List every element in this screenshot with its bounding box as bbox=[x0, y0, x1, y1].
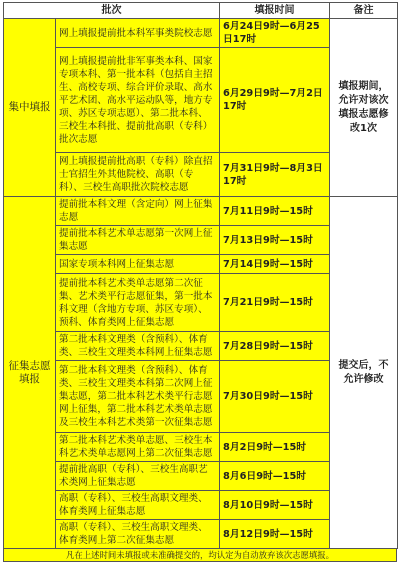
time-cell: 6月24日9时—6月25日17时 bbox=[220, 19, 330, 48]
batch-cell: 第二批本科文理类（含预科）、体育类、三校生文理类本科网上征集志愿 bbox=[56, 332, 220, 361]
time-cell: 7月21日9时—15时 bbox=[220, 274, 330, 332]
group-name: 征集志愿填报 bbox=[4, 197, 56, 549]
batch-cell: 提前批本科艺术单志愿第一次网上征集志愿 bbox=[56, 226, 220, 255]
table-header-row bbox=[4, 3, 398, 19]
header-note: 备注 bbox=[330, 3, 398, 19]
batch-cell: 网上填报提前批高职（专科）除直招士官招生外其他院校、高职（专科）、三校生高职批次院校志愿 bbox=[56, 153, 220, 197]
time-cell: 8月12日9时—15时 bbox=[220, 520, 330, 549]
time-cell: 7月14日9时—15时 bbox=[220, 255, 330, 274]
footer-notice: 凡在上述时间未填报或未准确提交的，均认定为自动放弃该次志愿填报。 bbox=[3, 549, 397, 562]
batch-cell: 提前批本科艺术类单志愿第二次征集、艺术类平行志愿征集，第一批本科文理（含地方专项、苏区专项）、预科、体育类网上征集志愿 bbox=[56, 274, 220, 332]
time-cell: 6月29日9时—7月2日17时 bbox=[220, 48, 330, 153]
schedule-table bbox=[3, 2, 398, 549]
time-cell: 8月10日9时—15时 bbox=[220, 491, 330, 520]
header-time: 填报时间 bbox=[220, 3, 330, 19]
batch-cell: 提前批高职（专科）、三校生高职艺术类网上征集志愿 bbox=[56, 462, 220, 491]
batch-cell: 高职（专科）、三校生高职文理类、体育类网上征集志愿 bbox=[56, 491, 220, 520]
batch-cell: 高职（专科）、三校生高职文理类、体育类网上第二次征集志愿 bbox=[56, 520, 220, 549]
time-cell: 7月28日9时—15时 bbox=[220, 332, 330, 361]
time-cell: 7月13日9时—15时 bbox=[220, 226, 330, 255]
group-note: 提交后，不允许修改 bbox=[330, 197, 398, 549]
time-cell: 8月6日9时—15时 bbox=[220, 462, 330, 491]
batch-cell: 第二批本科艺术类单志愿、三校生本科艺术类单志愿网上第二次征集志愿 bbox=[56, 433, 220, 462]
batch-cell: 提前批本科文理（含定向）网上征集志愿 bbox=[56, 197, 220, 226]
batch-cell: 网上填报提前批本科军事类院校志愿 bbox=[56, 19, 220, 48]
time-cell: 8月2日9时—15时 bbox=[220, 433, 330, 462]
batch-cell: 网上填报提前批非军事类本科、国家专项本科、第一批本科（包括自主招生、高校专项、综合评价录取、高水平艺术团、高水平运动队等，地方专项、苏区专项志愿）、第二批本科、三校生本科批、提前批高职（专科）批次志愿 bbox=[56, 48, 220, 153]
batch-cell: 国家专项本科网上征集志愿 bbox=[56, 255, 220, 274]
group-name: 集中填报 bbox=[4, 19, 56, 197]
header-batch: 批次 bbox=[4, 3, 220, 19]
time-cell: 7月31日9时—8月3日17时 bbox=[220, 153, 330, 197]
group-note: 填报期间，允许对该次填报志愿修改1次 bbox=[330, 19, 398, 197]
table-row bbox=[4, 19, 398, 48]
time-cell: 7月30日9时—15时 bbox=[220, 361, 330, 433]
batch-cell: 第二批本科文理类（含预科）、体育类、三校生文理类本科第二次网上征集志愿，第二批本科艺术类平行志愿网上征集，第二批本科艺术类单志愿及三校生本科艺术类第一次征集志愿 bbox=[56, 361, 220, 433]
table-row bbox=[4, 197, 398, 226]
time-cell: 7月11日9时—15时 bbox=[220, 197, 330, 226]
